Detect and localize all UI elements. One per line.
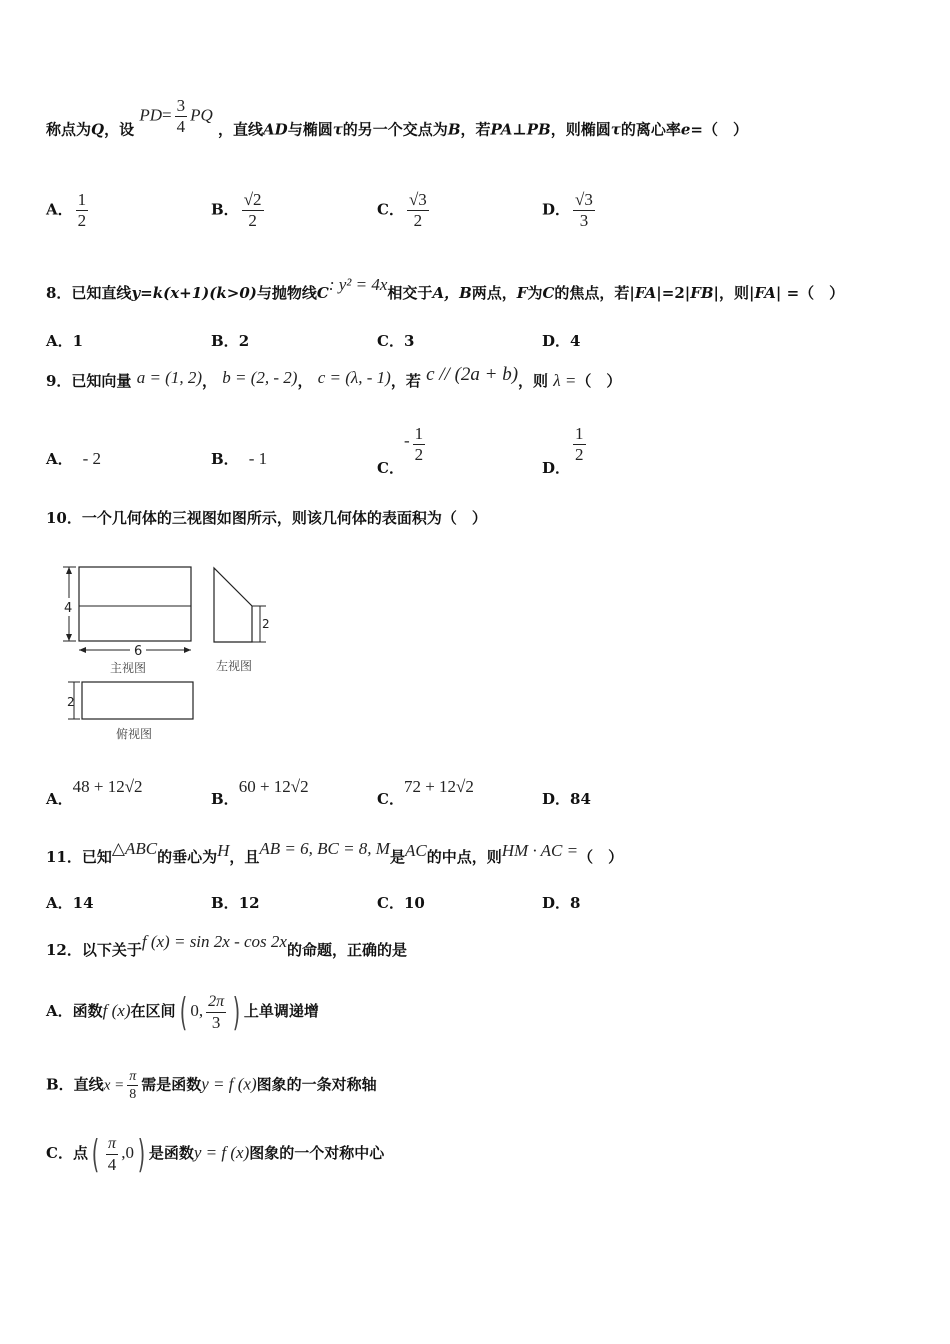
- q8-option-c[interactable]: [377, 330, 414, 351]
- q10-option-a[interactable]: [46, 776, 143, 808]
- interval-fraction: [206, 992, 226, 1033]
- option-label: A．: [46, 894, 73, 912]
- top-view-rect: [82, 682, 193, 719]
- left-paren-icon: (: [91, 1132, 100, 1176]
- q8-fa: FA: [634, 284, 657, 302]
- q7-text: 与椭圆: [287, 120, 333, 139]
- statement-text: 是函数: [148, 1144, 194, 1162]
- option-label: D．: [542, 332, 571, 350]
- dim-top-label: 2: [67, 695, 75, 709]
- q11-conditions: AB = 6, BC = 8, M: [259, 839, 390, 858]
- q11-option-a[interactable]: [46, 892, 94, 913]
- q9-vector-b: b = (2, - 2): [222, 368, 298, 387]
- q8-text: 为: [527, 284, 543, 302]
- top-view-label: 俯视图: [116, 727, 153, 741]
- option-label: D．: [542, 790, 571, 808]
- statement-label: C．点: [46, 1144, 88, 1162]
- q8-option-d[interactable]: [542, 330, 580, 351]
- num: π: [106, 1134, 118, 1155]
- q8-text: | =（ ）: [775, 284, 845, 302]
- q9-text: ，则: [518, 372, 549, 390]
- q9-stem: [46, 364, 622, 392]
- q11-text: （ ）: [578, 848, 624, 866]
- q7-b: B: [447, 120, 461, 139]
- option-label: D．: [542, 200, 571, 219]
- option-value: 2: [238, 332, 250, 350]
- num: 1: [414, 424, 424, 443]
- option-label: A．: [46, 332, 73, 350]
- option-fraction: [573, 424, 586, 465]
- q7-perp: PA⊥PB: [490, 120, 551, 139]
- q7-option-c[interactable]: [377, 190, 432, 231]
- q7-option-d[interactable]: [542, 190, 598, 231]
- q12-text: 12．以下关于: [46, 941, 142, 959]
- num: 2π: [206, 992, 226, 1013]
- front-view-rect: [79, 567, 191, 641]
- q9-vector-c: c = (λ, - 1): [317, 368, 391, 387]
- den: 3: [579, 211, 589, 230]
- q10-stem: 10．一个几何体的三视图如图所示，则该几何体的表面积为（ ）: [46, 509, 487, 527]
- q9-option-b[interactable]: [211, 448, 267, 469]
- q9-option-d[interactable]: [542, 424, 589, 477]
- q8-text: 两点，: [471, 284, 517, 302]
- option-value: - 1: [248, 449, 268, 468]
- q8-fa: FA: [754, 284, 776, 302]
- statement-text: 图象的一个对称中心: [249, 1144, 385, 1162]
- q7-pd: PD: [139, 105, 163, 125]
- q7-tau: τ: [610, 120, 621, 139]
- num: √3: [408, 190, 427, 209]
- axis-fraction: [127, 1068, 138, 1103]
- q10-three-view-figure: [48, 558, 278, 748]
- q7-text: ，直线: [218, 120, 264, 139]
- side-view-label: 左视图: [216, 659, 253, 673]
- num: π: [129, 1069, 137, 1084]
- den: 2: [248, 211, 257, 230]
- num: 1: [77, 190, 87, 209]
- q7-text: =（ ）: [690, 120, 748, 139]
- q8-text: |，则|: [713, 284, 755, 302]
- option-value: 60 + 12√2: [238, 777, 309, 796]
- q11-h: H: [217, 841, 230, 860]
- option-value: 4: [570, 332, 581, 350]
- q12-statement-a[interactable]: [46, 990, 319, 1034]
- left-paren-icon: (: [179, 990, 187, 1034]
- q7-tau: τ: [332, 120, 343, 139]
- q7-point-q: Q: [91, 120, 105, 139]
- statement-label: B．直线: [46, 1075, 104, 1094]
- statement-label: A．函数: [46, 1002, 103, 1020]
- option-value: 48 + 12√2: [72, 777, 143, 796]
- option-label: B．: [211, 894, 239, 912]
- option-value: - 2: [82, 449, 102, 468]
- option-label: C．: [377, 458, 404, 477]
- q8-f: F: [516, 284, 528, 302]
- q9-text: ，: [201, 372, 217, 390]
- q7-eq: =: [162, 105, 172, 125]
- q12-stem: [46, 932, 407, 960]
- q9-text: （ ）: [576, 372, 622, 390]
- q9-lambda: λ =: [553, 371, 577, 390]
- option-label: C．: [377, 894, 404, 912]
- statement-text: 需是函数: [141, 1075, 202, 1094]
- q7-den: 4: [176, 117, 186, 136]
- option-label: B．: [211, 450, 239, 468]
- q8-line: y=k(x+1)(k>0): [131, 284, 257, 302]
- interval-lo: 0,: [190, 1001, 204, 1020]
- arrow-left-icon: [79, 647, 86, 653]
- q12-function: f (x) = sin 2x - cos 2x: [141, 932, 287, 951]
- q12-text: 的命题，正确的是: [286, 941, 407, 959]
- option-label: B．: [211, 200, 239, 219]
- option-fraction: [413, 424, 426, 465]
- dim-height-label: 4: [64, 601, 73, 616]
- q7-fraction: [175, 96, 188, 137]
- q7-text: 的另一个交点为: [342, 120, 448, 139]
- q11-text: ，且: [229, 848, 260, 866]
- q10-option-b[interactable]: [211, 776, 309, 808]
- q11-text: 的中点，则: [426, 848, 502, 866]
- q10-option-c[interactable]: [377, 776, 474, 808]
- q12-statement-b[interactable]: [46, 1068, 377, 1103]
- arrow-down-icon: [66, 634, 72, 641]
- statement-text: 上单调递增: [243, 1002, 319, 1020]
- den: 2: [575, 445, 584, 464]
- q8-ab: A，B: [432, 284, 472, 302]
- q11-dot-product: HM · AC =: [501, 841, 579, 860]
- q8-stem: [46, 275, 845, 303]
- dim-side-label: 2: [262, 617, 270, 631]
- q7-option-b[interactable]: [211, 190, 267, 231]
- q8-fb: FB: [690, 284, 714, 302]
- q11-triangle: △ABC: [111, 839, 158, 858]
- den: 4: [107, 1154, 117, 1174]
- x-eq: x =: [103, 1077, 125, 1094]
- q7-text: ，则椭圆: [550, 120, 611, 139]
- fx: y = f (x): [201, 1074, 257, 1094]
- q8-text: 的焦点，若|: [554, 284, 635, 302]
- num: √2: [243, 190, 262, 209]
- point-fraction: [106, 1134, 119, 1175]
- q11-stem: [46, 839, 624, 867]
- option-value: 12: [238, 894, 260, 912]
- q7-pq: PQ: [190, 105, 213, 125]
- option-value: 72 + 12√2: [403, 777, 474, 796]
- q8-text: |=2|: [656, 284, 691, 302]
- q11-option-c[interactable]: [377, 892, 425, 913]
- q7-num: 3: [176, 96, 186, 115]
- point-tail: ,0: [121, 1143, 135, 1162]
- q7-ad: AD: [263, 120, 288, 139]
- q8-option-b[interactable]: [211, 330, 249, 351]
- option-label: D．: [542, 458, 571, 477]
- option-label: A．: [46, 450, 73, 468]
- option-value: 8: [570, 894, 581, 912]
- q8-parabola: : y² = 4x: [328, 275, 388, 294]
- q11-option-b[interactable]: [211, 892, 260, 913]
- dim-width-label: 6: [134, 644, 143, 659]
- q7-text: ，设: [104, 120, 135, 139]
- q8-c: C: [542, 284, 555, 302]
- option-value: 84: [570, 790, 591, 808]
- q8-c: C: [316, 284, 329, 302]
- q8-text: 与抛物线: [256, 284, 317, 302]
- side-view-shape: [214, 568, 252, 642]
- q7-text: 称点为: [46, 120, 92, 139]
- statement-text: 图象的一条对称轴: [256, 1075, 377, 1094]
- q10-option-d[interactable]: [542, 788, 591, 809]
- q8-text: 8．已知直线: [46, 284, 132, 302]
- arrow-up-icon: [66, 567, 72, 574]
- q7-option-a[interactable]: [46, 190, 91, 231]
- fx: y = f (x): [193, 1143, 250, 1162]
- num: 1: [575, 424, 584, 443]
- q7-vector-eq: [139, 96, 212, 137]
- q8-text: 相交于: [387, 284, 433, 302]
- num: √3: [575, 190, 593, 209]
- arrow-right-icon: [184, 647, 191, 653]
- right-paren-icon: ): [232, 990, 241, 1034]
- statement-text: 在区间: [130, 1002, 176, 1020]
- option-value: 10: [403, 894, 425, 912]
- option-value: 3: [403, 332, 415, 350]
- option-fraction: [76, 190, 89, 231]
- q11-text: 是: [389, 848, 405, 866]
- q11-ac: AC: [405, 841, 427, 860]
- option-fraction: [242, 190, 264, 231]
- q11-text: 11．已知: [46, 848, 112, 866]
- right-paren-icon: ): [137, 1132, 146, 1176]
- option-fraction: [573, 190, 595, 231]
- q9-option-c[interactable]: [377, 424, 428, 477]
- option-fraction: [407, 190, 429, 231]
- q7-text: ，若: [460, 120, 491, 139]
- den: 2: [414, 445, 424, 464]
- option-label: B．: [211, 790, 239, 808]
- option-label: C．: [377, 790, 404, 808]
- q7-stem: [46, 96, 748, 151]
- q9-text: ，若: [390, 372, 421, 390]
- option-label: B．: [211, 332, 239, 350]
- q11-option-d[interactable]: [542, 892, 580, 913]
- option-label: A．: [46, 790, 73, 808]
- den: 3: [211, 1012, 221, 1032]
- front-view-label: 主视图: [110, 661, 147, 675]
- q8-option-a[interactable]: [46, 330, 83, 351]
- q7-text: 的离心率: [620, 120, 681, 139]
- option-label: A．: [46, 200, 73, 219]
- option-label: D．: [542, 894, 571, 912]
- den: 8: [129, 1087, 137, 1102]
- den: 2: [413, 211, 423, 230]
- q9-text: ，: [297, 372, 313, 390]
- q9-parallel: c // (2a + b): [426, 364, 519, 385]
- q12-statement-c[interactable]: [46, 1132, 384, 1176]
- option-sign: -: [403, 430, 410, 450]
- option-label: C．: [377, 200, 404, 219]
- option-value: 14: [72, 894, 94, 912]
- option-label: C．: [377, 332, 404, 350]
- q9-option-a[interactable]: [46, 448, 101, 469]
- den: 2: [77, 211, 87, 230]
- q9-text: 9．已知向量: [46, 372, 132, 390]
- q9-vector-a: a = (1, 2): [136, 368, 202, 387]
- q11-text: 的垂心为: [157, 848, 218, 866]
- fx: f (x): [102, 1001, 131, 1020]
- option-value: 1: [72, 332, 84, 350]
- q7-e: e: [680, 120, 691, 139]
